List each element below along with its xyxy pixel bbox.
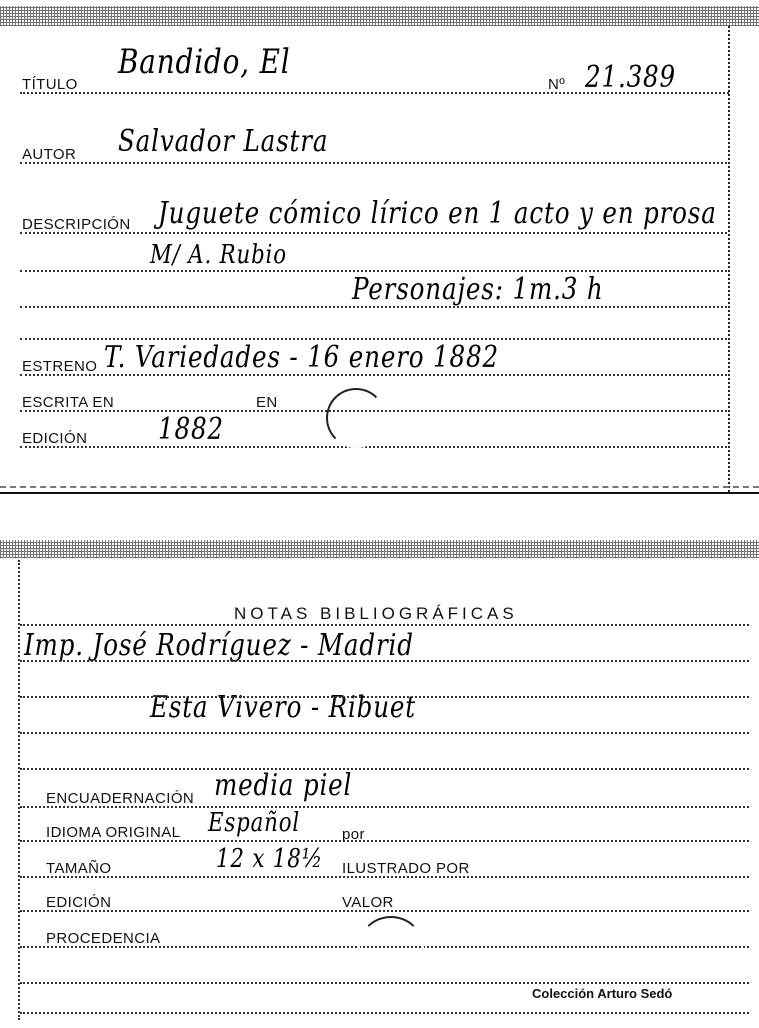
- autor-value: Salvador Lastra: [118, 124, 329, 159]
- edicion-rule: [20, 446, 727, 448]
- tamano-label: TAMAÑO: [46, 860, 112, 877]
- notas-title: NOTAS BIBLIOGRÁFICAS: [234, 604, 518, 623]
- note-line-2: Esta Vivero - Ribuet: [150, 690, 416, 725]
- notas-rule-4: [20, 732, 749, 734]
- descripcion-label: DESCRIPCIÓN: [22, 216, 131, 233]
- procedencia-rule: [20, 946, 749, 948]
- cut-line: [0, 492, 759, 494]
- descripcion-line-2: M/ A. Rubio: [150, 240, 287, 270]
- punch-hole-mark-bottom: [358, 916, 424, 980]
- personajes-value: Personajes: 1m.3 h: [352, 272, 604, 307]
- card-bottom-border: [0, 540, 759, 558]
- catalog-card-top: [0, 0, 759, 492]
- encuadernacion-value: media piel: [214, 768, 353, 803]
- valor-label: VALOR: [342, 894, 394, 911]
- notas-rule-3: [20, 696, 749, 698]
- estreno-label: ESTRENO: [22, 358, 98, 375]
- numero-label: Nº: [548, 76, 566, 93]
- edicion-b-rule: [20, 910, 749, 912]
- descripcion-line-1: Juguete cómico lírico en 1 acto y en prosa: [158, 196, 717, 231]
- edicion-b-label: EDICIÓN: [46, 894, 112, 911]
- tamano-rule: [20, 876, 749, 878]
- autor-rule: [20, 162, 727, 164]
- ilustrado-label: ILUSTRADO POR: [342, 860, 470, 877]
- card-top-border: [0, 6, 759, 26]
- tamano-value: 12 x 18½: [216, 844, 324, 874]
- card-right-edge: [728, 26, 730, 492]
- numero-value: 21.389: [585, 60, 677, 95]
- procedencia-label: PROCEDENCIA: [46, 930, 161, 947]
- punch-hole-mark: [326, 388, 386, 448]
- estreno-value: T. Variedades - 16 enero 1882: [104, 340, 499, 375]
- encuadernacion-rule: [20, 806, 749, 808]
- card-left-edge: [18, 560, 20, 1020]
- note-line-1: Imp. José Rodríguez - Madrid: [24, 628, 414, 663]
- titulo-value: Bandido, El: [118, 42, 291, 82]
- idioma-label: IDIOMA ORIGINAL: [46, 824, 181, 841]
- notas-rule-2: [20, 660, 749, 662]
- en-label: EN: [256, 394, 278, 411]
- edicion-value: 1882: [158, 412, 224, 447]
- idioma-value: Español: [208, 808, 300, 838]
- autor-label: AUTOR: [22, 146, 77, 163]
- bottom-rule: [20, 982, 749, 984]
- notas-rule-5: [20, 768, 749, 770]
- last-rule: [20, 1012, 749, 1014]
- por-label: por: [342, 826, 365, 843]
- escrita-label: ESCRITA EN: [22, 394, 115, 411]
- cut-line-dashed: [0, 486, 759, 488]
- titulo-label: TÍTULO: [22, 76, 78, 93]
- notas-rule-1: [20, 624, 749, 626]
- encuadernacion-label: ENCUADERNACIÓN: [46, 790, 195, 807]
- idioma-rule: [20, 840, 749, 842]
- collection-caption: Colección Arturo Sedó: [532, 986, 673, 1001]
- edicion-label: EDICIÓN: [22, 430, 88, 447]
